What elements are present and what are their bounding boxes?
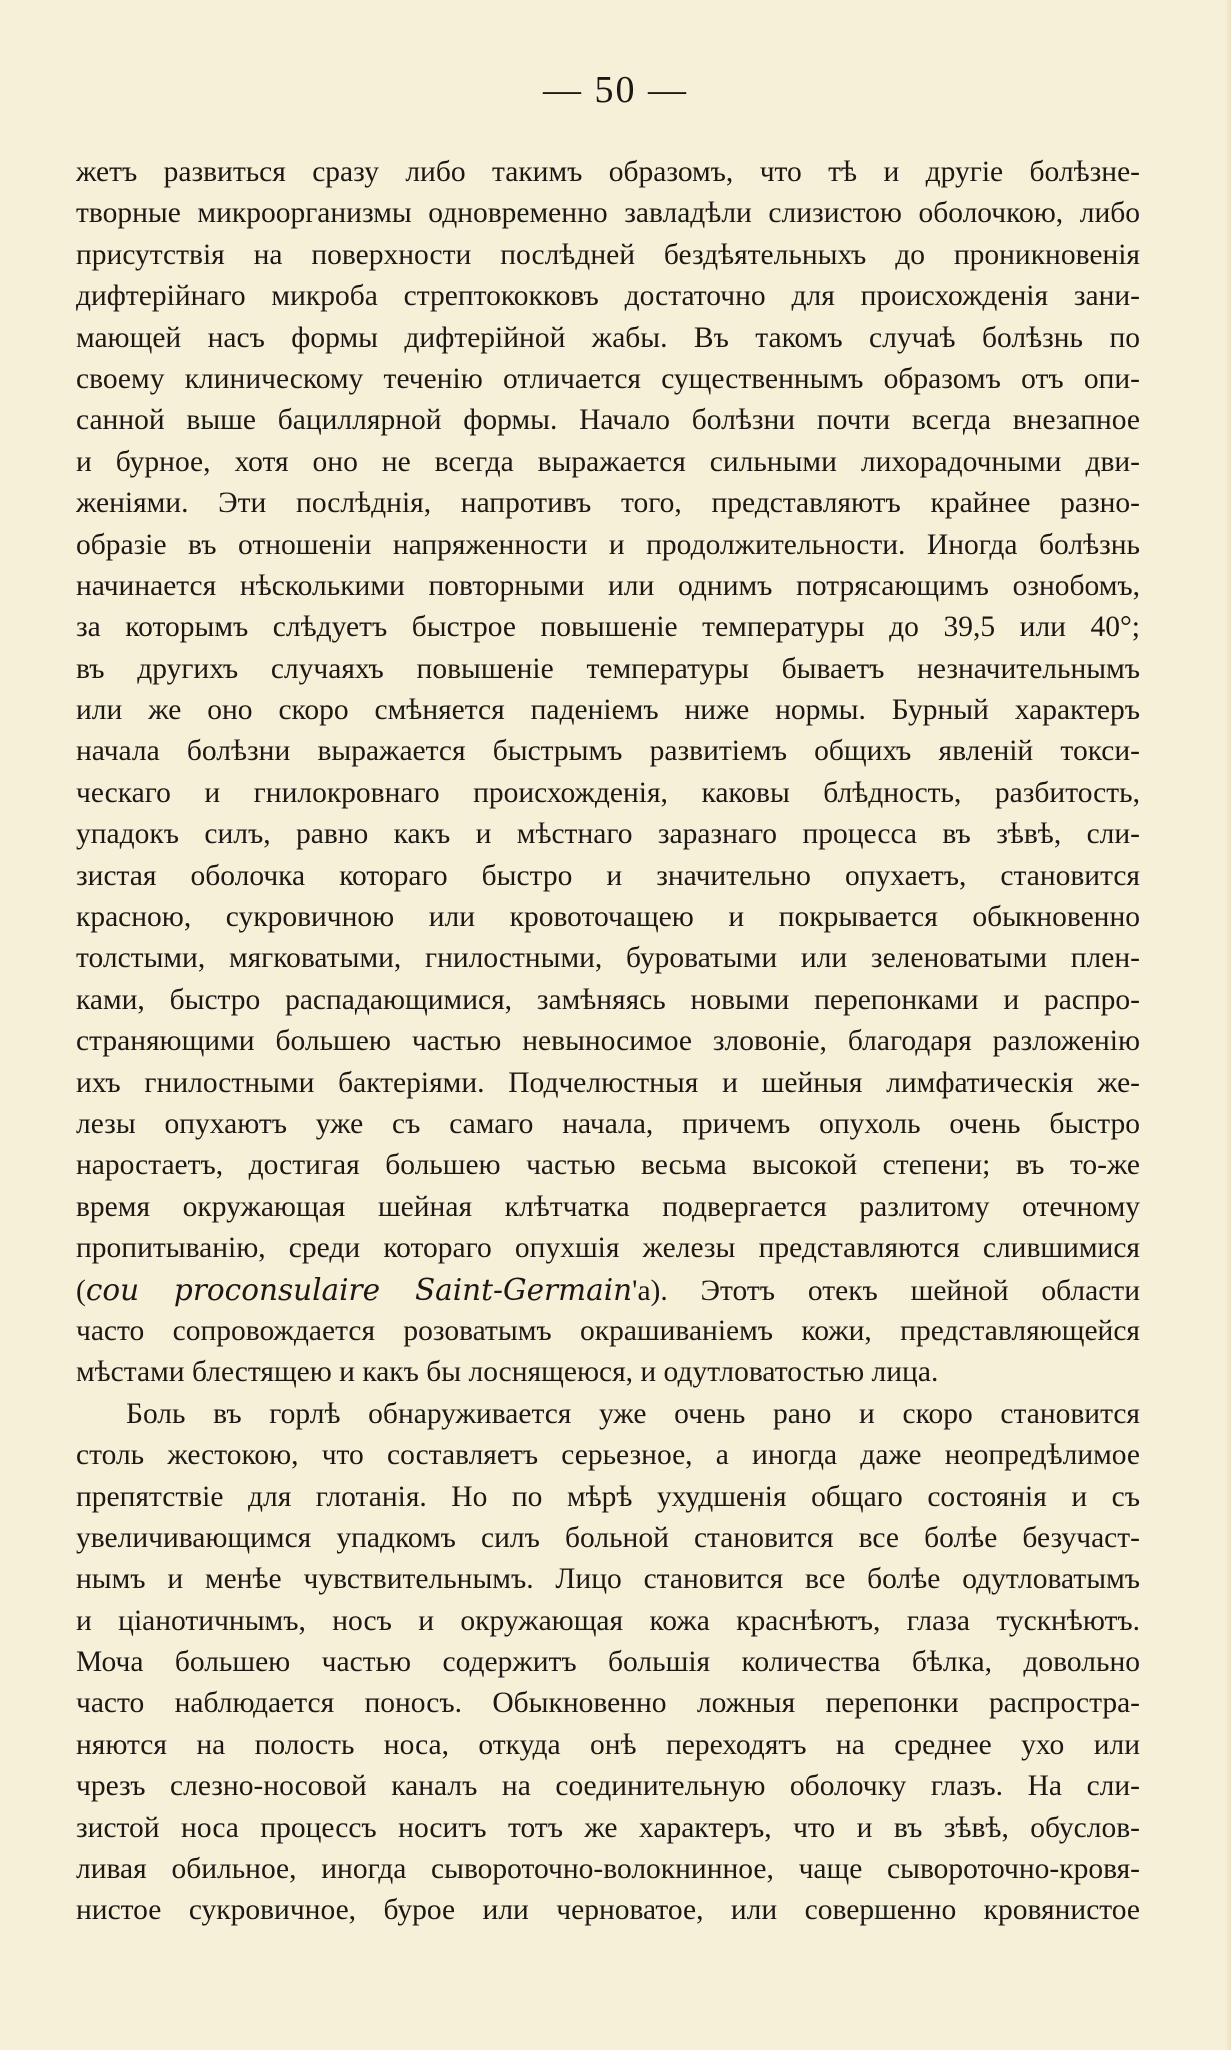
text-line: пропитыванію, среди котораго опухшія железы представляются слившимися [76, 1232, 1140, 1265]
text-line-with-citation [76, 1270, 1140, 1311]
text-line: или же оно скоро смѣняется паденіемъ ниже нормы. Бурный характеръ [76, 694, 1140, 727]
text-line: начинается нѣсколькими повторными или однимъ потрясающимъ ознобомъ, [76, 569, 1140, 602]
text-line: за которымъ слѣдуетъ быстрое повышеніе температуры до 39,5 или 40°; [76, 611, 1140, 644]
text-line: чрезъ слезно-носовой каналъ на соединительную оболочку глазъ. На сли- [76, 1770, 1140, 1803]
text-line: нистое сукровичное, бурое или черноватое, или совершенно кровянистое [76, 1894, 1140, 1927]
text-line: женіями. Эти послѣднія, напротивъ того, представляютъ крайнее разно- [76, 487, 1140, 520]
text-line: ихъ гнилостными бактеріями. Подчелюстныя и шейныя лимфатическія же- [76, 1066, 1140, 1099]
text-line: часто сопровождается розоватымъ окрашиваніемъ кожи, представляющейся [76, 1314, 1140, 1347]
text-line: мѣстами блестящею и какъ бы лоснящеюся, и одутловатостью лица. [76, 1356, 939, 1389]
text-line: лезы опухаютъ уже съ самаго начала, причемъ опухоль очень быстро [76, 1107, 1140, 1140]
french-term: cou proconsulaire Saint-Germain [85, 1272, 633, 1307]
text-line: страняющими большею частью невыносимое зловоніе, благодаря разложенію [76, 1025, 1140, 1058]
text-line: дифтерійнаго микроба стрептококковъ достаточно для происхожденія зани- [76, 280, 1140, 313]
text-line: ками, быстро распадающимися, замѣняясь новыми перепонками и распро- [76, 983, 1140, 1016]
text-line: зистой носа процессъ носитъ тотъ же характеръ, что и въ зѣвѣ, обуслов- [76, 1811, 1140, 1844]
text-line: столь жестокою, что составляетъ серьезное, а иногда даже неопредѣлимое [76, 1439, 1140, 1472]
text-line: Моча большею частью содержитъ большія количества бѣлка, довольно [76, 1646, 1140, 1679]
page-number: — 50 — [543, 69, 688, 111]
text-line: и бурное, хотя оно не всегда выражается сильными лихорадочными дви- [76, 445, 1140, 478]
text-line: начала болѣзни выражается быстрымъ развитіемъ общихъ явленій токси- [76, 735, 1140, 768]
text-line: упадокъ силъ, равно какъ и мѣстнаго заразнаго процесса въ зѣвѣ, сли- [76, 818, 1140, 851]
text-line: нымъ и менѣе чувствительнымъ. Лицо становится все болѣе одутловатымъ [76, 1563, 1140, 1596]
text-line: увеличивающимся упадкомъ силъ больной становится все болѣе безучаст- [76, 1521, 1140, 1554]
text-line: жетъ развиться сразу либо такимъ образомъ, что тѣ и другіе болѣзне- [76, 156, 1140, 188]
paragraph [76, 152, 1140, 1394]
text-line: наростаетъ, достигая большею частью весьма высокой степени; въ то-же [76, 1149, 1140, 1182]
text-line: препятствіе для глотанія. Но по мѣрѣ ухудшенія общаго состоянія и съ [76, 1480, 1140, 1513]
text-line: ческаго и гнилокровнаго происхожденія, каковы блѣдность, разбитость, [76, 776, 1140, 809]
text-line: часто наблюдается поносъ. Обыкновенно ложныя перепонки распростра- [76, 1687, 1140, 1720]
text-line: няются на полость носа, откуда онѣ переходятъ на среднее ухо или [76, 1728, 1140, 1761]
text-line: образіе въ отношеніи напряженности и продолжительности. Иногда болѣзнь [76, 528, 1140, 561]
text-line: въ другихъ случаяхъ повышеніе температуры бываетъ незначительнымъ [76, 652, 1140, 685]
text-line: Боль въ горлѣ обнаруживается уже очень рано и скоро становится [126, 1397, 1140, 1430]
text-line: красною, сукровичною или кровоточащею и покрывается обыкновенно [76, 901, 1140, 934]
text-line: санной выше бациллярной формы. Начало болѣзни почти всегда внезапное [76, 404, 1140, 437]
line-rest: 'а). Этотъ отекъ шейной области [632, 1274, 1140, 1307]
text-line: мающей насъ формы дифтерійной жабы. Въ такомъ случаѣ болѣзнь по [76, 321, 1140, 354]
text-line: время окружающая шейная клѣтчатка подвергается разлитому отечному [76, 1190, 1140, 1223]
paragraph [76, 1394, 1140, 1932]
body-text [76, 152, 1140, 1932]
scan-edge [1225, 0, 1231, 2050]
open-paren: ( [76, 1274, 86, 1307]
text-line: толстыми, мягковатыми, гнилостными, буроватыми или зеленоватыми плен- [76, 942, 1140, 975]
text-line: ливая обильное, иногда сывороточно-волокнинное, чаще сывороточно-кровя- [76, 1853, 1140, 1886]
text-line: присутствія на поверхности послѣдней бездѣятельныхъ до проникновенія [76, 238, 1140, 271]
text-line: зистая оболочка котораго быстро и значительно опухаетъ, становится [76, 859, 1140, 892]
text-line: творные микроорганизмы одновременно завладѣли слизистою оболочкою, либо [76, 197, 1140, 230]
text-line: своему клиническому теченію отличается существеннымъ образомъ отъ опи- [76, 362, 1140, 395]
text-line: и ціанотичнымъ, носъ и окружающая кожа краснѣютъ, глаза тускнѣютъ. [76, 1604, 1140, 1637]
